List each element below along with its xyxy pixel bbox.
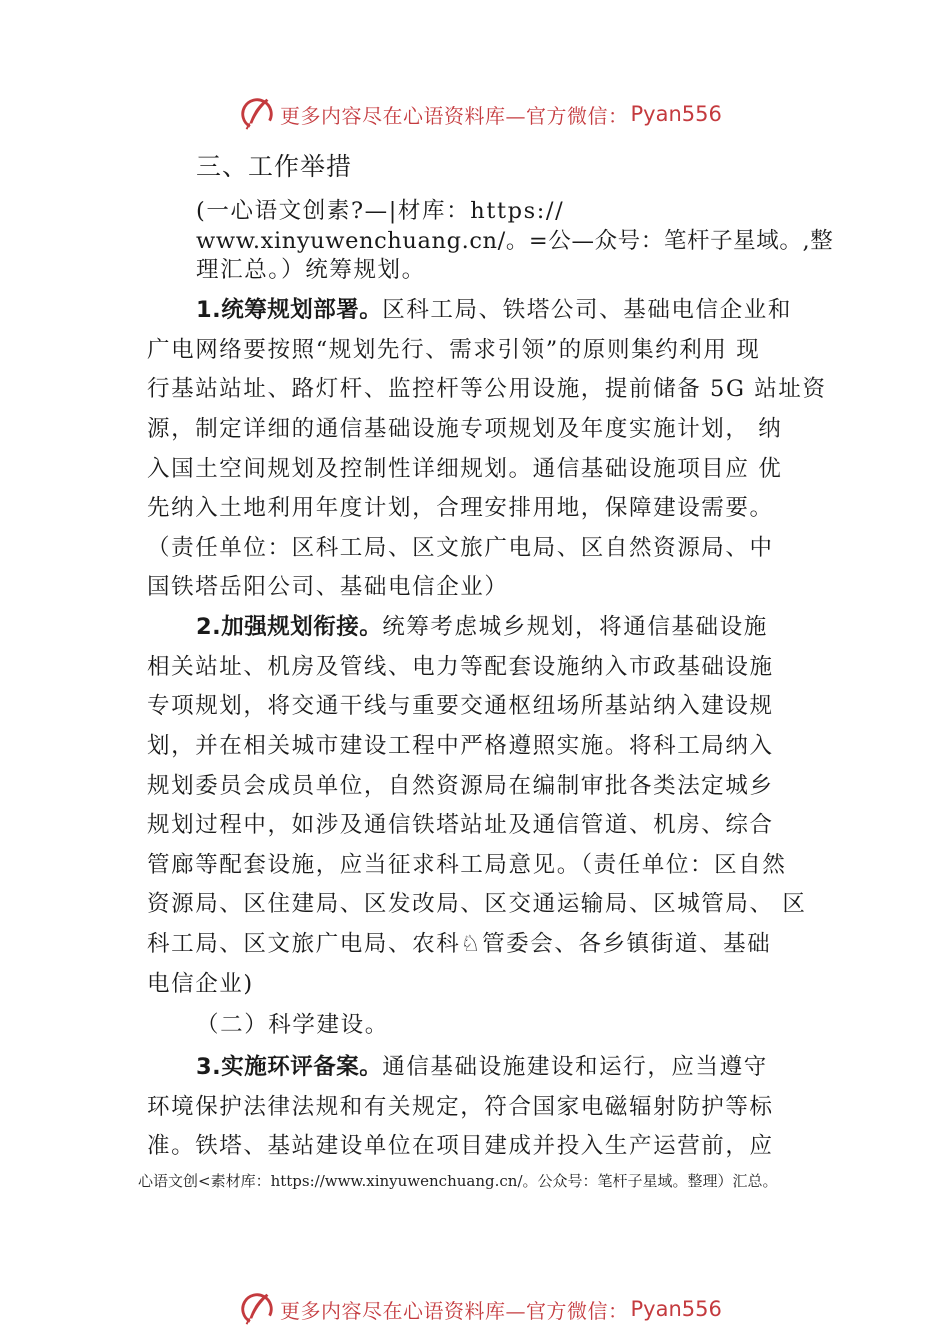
paragraph-line: 相关站址、机房及管线、电力等配套设施纳入市政基础设施 [147,654,774,680]
paragraph-line: 规划过程中，如涉及通信铁塔站址及通信管道、机房、综合 [147,812,774,838]
section-heading: 三、工作举措 [196,152,353,181]
paragraph-line: www.xinyuwenchuang.cn/。=公—众号：笔杆子星域。,整 [196,228,834,254]
paragraph-line: （责任单位：区科工局、区文旅广电局、区自然资源局、中 [147,535,774,561]
footer-banner [238,1289,758,1329]
page-footer-note: 心语文创<素材库：https://www.xinyuwenchuang.cn/。公众号：笔杆子星域。整理）汇总。 [138,1172,778,1190]
paragraph-line: 资源局、区住建局、区发改局、区交通运输局、区城管局、 区 [147,891,807,917]
paragraph-line: 理汇总。）统筹规划。 [196,257,426,283]
paragraph-line: 源，制定详细的通信基础设施专项规划及年度实施计划， 纳 [147,416,783,442]
paragraph-line: 先纳入土地利用年度计划，合理安排用地，保障建设需要。 [147,495,774,521]
paragraph-line: 电信企业) [147,971,254,997]
paragraph-line: 准。铁塔、基站建设单位在项目建成并投入生产运营前，应 [147,1133,774,1159]
paragraph-line: 3.实施环评备案。通信基础设施建设和运行，应当遵守 [196,1054,768,1080]
banner-text: 更多内容尽在心语资料库—官方微信： [280,1298,629,1323]
paragraph-line: 入国土空间规划及控制性详细规划。通信基础设施项目应 优 [147,456,783,482]
item-title: 2.加强规划衔接。 [196,614,383,640]
paragraph-line: 广电网络要按照“规划先行、需求引领”的原则集约利用 现 [147,337,761,363]
paragraph-line: 国铁塔岳阳公司、基础电信企业） [147,574,509,600]
subsection-heading: （二）科学建设。 [196,1012,389,1038]
item-title: 1.统筹规划部署。 [196,297,383,323]
item-title: 3.实施环评备案。 [196,1054,383,1080]
banner-wechat-id: Pyan556 [630,1297,722,1321]
paragraph-line: 2.加强规划衔接。统筹考虑城乡规划，将通信基础设施 [196,614,768,640]
banner-text: 更多内容尽在心语资料库—官方微信： [280,103,629,128]
quill-logo-icon [238,1290,276,1328]
paragraph-line: 规划委员会成员单位，自然资源局在编制审批各类法定城乡 [147,773,774,799]
paragraph-line: 环境保护法律法规和有关规定，符合国家电磁辐射防护等标 [147,1094,774,1120]
paragraph-line: (一心语文创素?—|材库：https:// [196,198,565,224]
paragraph-line: 划，并在相关城市建设工程中严格遵照实施。将科工局纳入 [147,733,774,759]
paragraph-line: 科工局、区文旅广电局、农科♘管委会、各乡镇街道、基础 [147,931,772,957]
paragraph-line: 1.统筹规划部署。区科工局、铁塔公司、基础电信企业和 [196,297,792,323]
paragraph-line: 专项规划，将交通干线与重要交通枢纽场所基站纳入建设规 [147,693,774,719]
banner-wechat-id: Pyan556 [630,102,722,126]
paragraph-line: 管廊等配套设施，应当征求科工局意见。（责任单位：区自然 [147,852,787,878]
paragraph-line: 行基站站址、路灯杆、监控杆等公用设施，提前储备 5G 站址资 [147,376,827,402]
